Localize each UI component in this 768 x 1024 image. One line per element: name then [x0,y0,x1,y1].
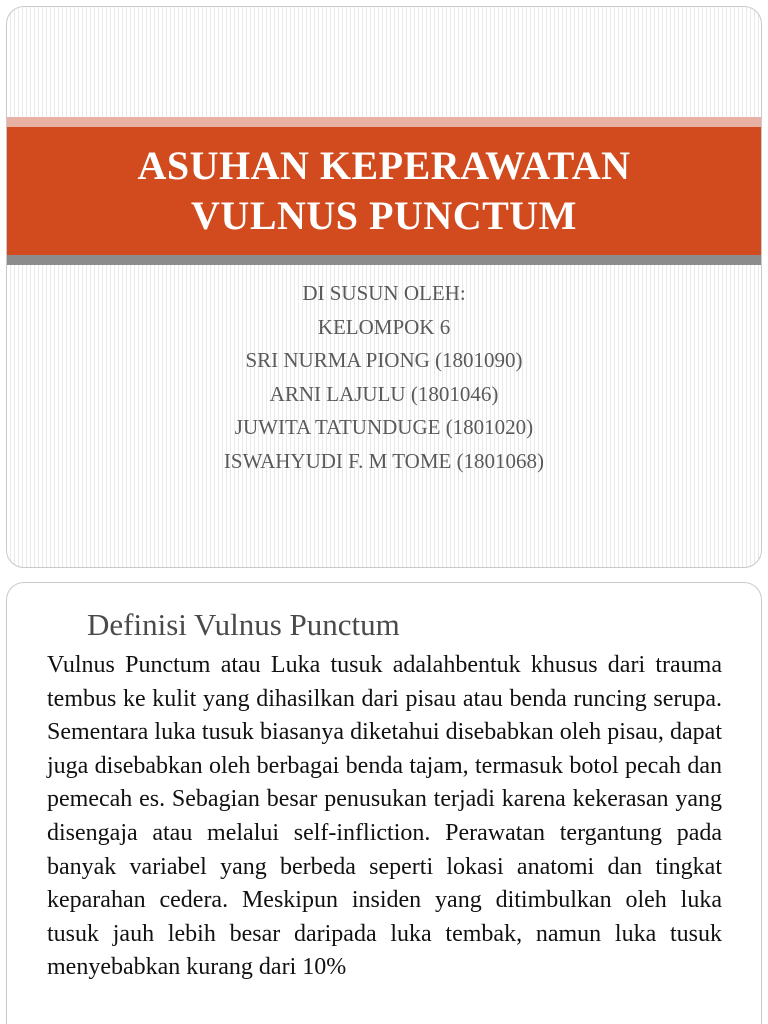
slide-title-line-1: ASUHAN KEPERAWATAN [137,143,631,188]
title-top-accent-strip [7,117,761,127]
slide-title-line-2: VULNUS PUNCTUM [191,193,577,238]
author-item: ISWAHYUDI F. M TOME (1801068) [223,448,545,473]
definition-slide [6,582,762,1024]
title-bottom-accent-strip [7,255,761,265]
author-item: JUWITA TATUNDUGE (1801020) [234,415,534,440]
definition-body-text: Vulnus Punctum atau Luka tusuk adalahbentuk khusus dari trauma tembus ke kulit yang dihasilkan dari pisau atau benda runcing serupa. Sementara luka tusuk biasanya diketahui disebabkan oleh pisau, dapat juga disebabkan oleh berbagai benda tajam, termasuk botol pecah dan pemecah es. Sebagian besar penusukan terjadi karena kekerasan yang disengaja atau melalui self-infliction. Perawatan tergantung pada banyak variabel yang berbeda seperti lokasi anatomi dan tingkat keparahan cedera. Meskipun insiden yang ditimbulkan oleh luka tusuk jauh lebih besar daripada luka tembak, namun luka tusuk menyebabkan kurang dari 10% [47,652,722,981]
definition-heading: Definisi Vulnus Punctum [87,607,400,642]
title-band [7,127,761,255]
title-slide [6,6,762,568]
group-name: KELOMPOK 6 [317,314,451,339]
author-list [7,277,761,479]
author-item: ARNI LAJULU (1801046) [269,381,499,406]
author-item: SRI NURMA PIONG (1801090) [245,348,523,373]
author-list-heading: DI SUSUN OLEH: [302,281,466,305]
